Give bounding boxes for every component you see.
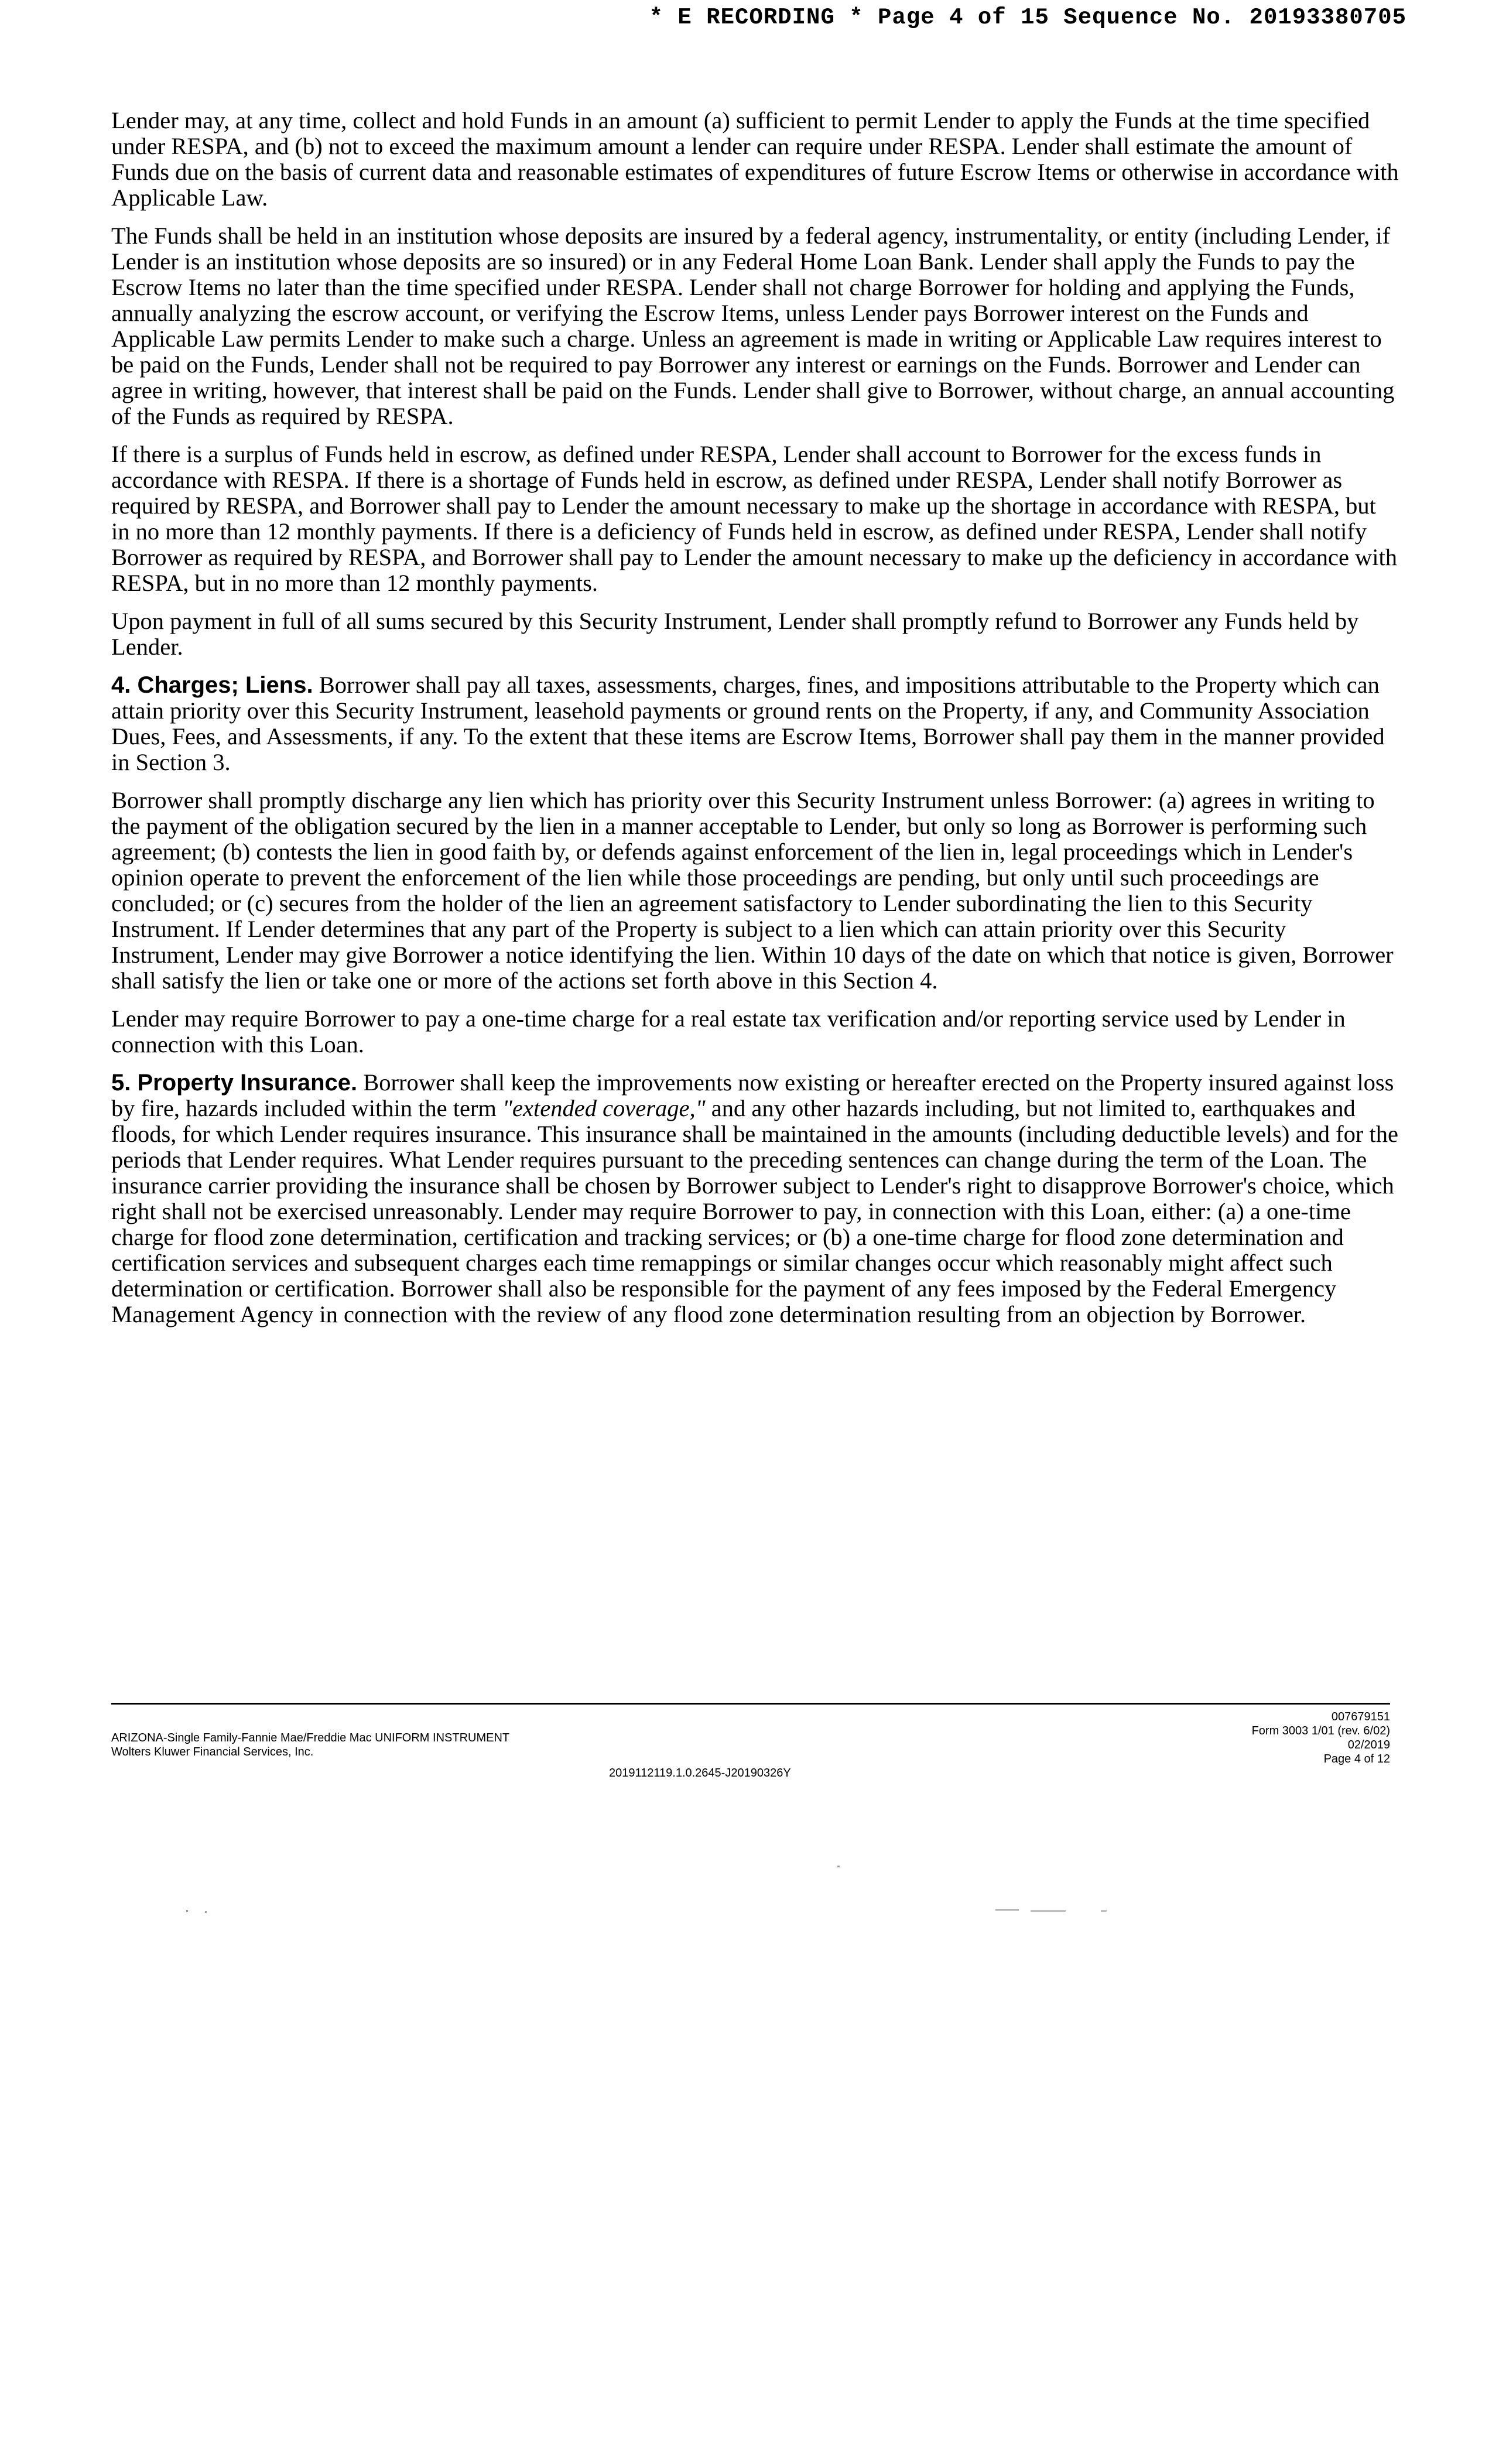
document-body [111, 108, 1399, 1340]
footer-form-title: ARIZONA-Single Family-Fannie Mae/Freddie Mac UNIFORM INSTRUMENT [111, 1731, 510, 1744]
section-4-paragraph-3: Lender may require Borrower to pay a one-time charge for a real estate tax verification and/or reporting service used by Lender in connection with this Loan. [111, 1005, 1346, 1058]
footer-form-date: 02/2019 [1347, 1739, 1390, 1751]
footer-doc-code: 2019112119.1.0.2645-J20190326Y [609, 1767, 791, 1779]
section-5-paragraph-1 [111, 1070, 1399, 1327]
section-4-heading: 4. Charges; Liens. [111, 672, 313, 698]
footer-form-number: Form 3003 1/01 (rev. 6/02) [1251, 1724, 1390, 1737]
footer-right [1113, 1710, 1390, 1766]
section-5-text-b: and any other hazards including, but not limited to, earthquakes and floods, for which Lender requires insurance. This insurance shall be maintained in the amounts (including deductible levels) and for the periods that Lender requires. What Lender requires pursuant to the preceding sentences can change during the term of the Loan. The insurance carrier providing the insurance shall be chosen by Borrower subject to Lender's right to disapprove Borrower's choice, which right shall not be exercised unreasonably. Lender may require Borrower to pay, in connection with this Loan, either: (a) a one-time charge for flood zone determination, certification and tracking services; or (b) a one-time charge for flood zone determination and certification services and subsequent charges each time remappings or similar changes occur which reasonably might affect such determination or certification. Borrower shall also be responsible for the payment of any fees imposed by the Federal Emergency Management Agency in connection with the review of any flood zone determination resulting from an objection by Borrower. [111, 1095, 1398, 1327]
scan-speck [837, 1866, 840, 1867]
section-4-paragraph-2: Borrower shall promptly discharge any lien which has priority over this Security Instrument unless Borrower: (a) agrees in writing to the payment of the obligation secured by the lien in a manner acceptable to Lender, but only so long as Borrower is performing such agreement; (b) contests the lien in good faith by, or defends against enforcement of the lien in, legal proceedings which in Lender's opinion operate to prevent the enforcement of the lien while those proceedings are pending, but only until such proceedings are concluded; or (c) secures from the holder of the lien an agreement satisfactory to Lender subordinating the lien to this Security Instrument. If Lender determines that any part of the Property is subject to a lien which can attain priority over this Security Instrument, Lender may give Borrower a notice identifying the lien. Within 10 days of the date on which that notice is given, Borrower shall satisfy the lien or take one or more of the actions set forth above in this Section 4. [111, 787, 1394, 994]
scan-speck [1101, 1910, 1107, 1912]
footer-page-label: Page 4 of 12 [1323, 1753, 1390, 1765]
paragraph-refund: Upon payment in full of all sums secured by this Security Instrument, Lender shall promptly refund to Borrower any Funds held by Lender. [111, 608, 1359, 660]
paragraph-funds-collection: Lender may, at any time, collect and hold Funds in an amount (a) sufficient to permit Lender to apply the Funds at the time specified under RESPA, and (b) not to exceed the maximum amount a lender can require under RESPA. Lender shall estimate the amount of Funds due on the basis of current data and reasonable estimates of expenditures of future Escrow Items or otherwise in accordance with Applicable Law. [111, 107, 1399, 211]
scan-speck [205, 1911, 207, 1913]
footer-publisher: Wolters Kluwer Financial Services, Inc. [111, 1746, 314, 1758]
recording-header: * E RECORDING * Page 4 of 15 Sequence No. 20193380705 [649, 5, 1406, 30]
section-5-heading: 5. Property Insurance. [111, 1070, 358, 1096]
section-4-paragraph-1 [111, 672, 1399, 775]
section-5-italic-term: "extended coverage," [502, 1095, 706, 1121]
scan-speck [995, 1909, 1019, 1911]
paragraph-surplus-shortage: If there is a surplus of Funds held in escrow, as defined under RESPA, Lender shall account to Borrower for the excess funds in accordance with RESPA. If there is a shortage of Funds held in escrow, as defined under RESPA, Lender shall notify Borrower as required by RESPA, and Borrower shall pay to Lender the amount necessary to make up the shortage in accordance with RESPA, but in no more than 12 monthly payments. If there is a deficiency of Funds held in escrow, as defined under RESPA, Lender shall notify Borrower as required by RESPA, and Borrower shall pay to Lender the amount necessary to make up the deficiency in accordance with RESPA, but in no more than 12 monthly payments. [111, 441, 1398, 596]
section-4-text: Borrower shall pay all taxes, assessments, charges, fines, and impositions attributable to the Property which can attain priority over this Security Instrument, leasehold payments or ground rents on the Property, if any, and Community Association Dues, Fees, and Assessments, if any. To the extent that these items are Escrow Items, Borrower shall pay them in the manner provided in Section 3. [111, 672, 1385, 775]
footer-left [111, 1731, 509, 1759]
section-5-text-a: Borrower shall keep the improvements now existing or hereafter erected on the Property insured against loss by fire, hazards included within the term [111, 1069, 1394, 1121]
paragraph-funds-held: The Funds shall be held in an institution whose deposits are insured by a federal agency, instrumentality, or entity (including Lender, if Lender is an institution whose deposits are so insured) or in any Federal Home Loan Bank. Lender shall apply the Funds to pay the Escrow Items no later than the time specified under RESPA. Lender shall not charge Borrower for holding and applying the Funds, annually analyzing the escrow account, or verifying the Escrow Items, unless Lender pays Borrower interest on the Funds and Applicable Law permits Lender to make such a charge. Unless an agreement is made in writing or Applicable Law requires interest to be paid on the Funds, Lender shall not be required to pay Borrower any interest or earnings on the Funds. Borrower and Lender can agree in writing, however, that interest shall be paid on the Funds. Lender shall give to Borrower, without charge, an annual accounting of the Funds as required by RESPA. [111, 223, 1395, 429]
scan-speck [1031, 1910, 1066, 1912]
footer-loan-number: 007679151 [1331, 1710, 1390, 1723]
scan-speck [186, 1910, 188, 1912]
footer-divider [111, 1703, 1390, 1705]
